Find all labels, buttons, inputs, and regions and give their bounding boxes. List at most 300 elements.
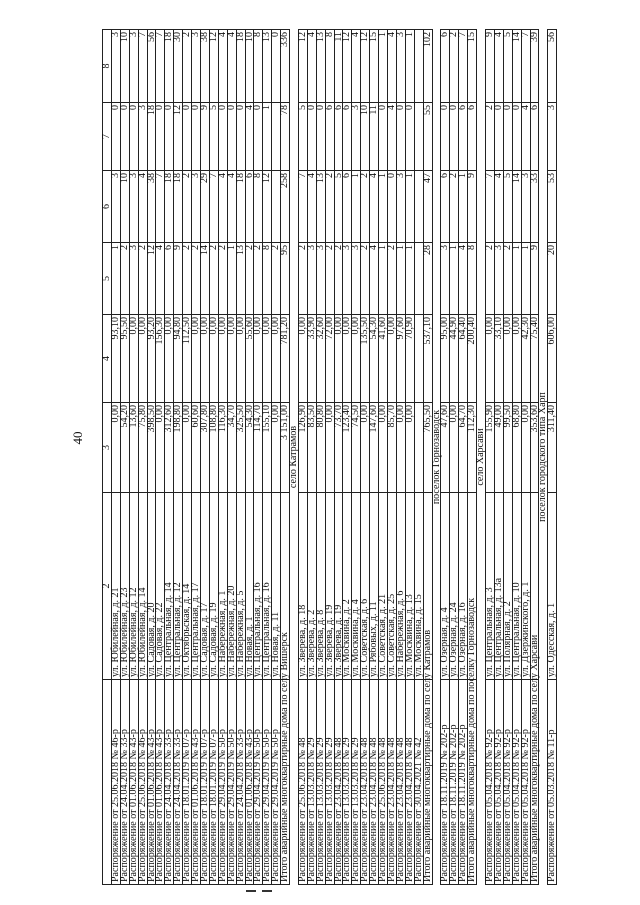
value-cell: 68,80 bbox=[512, 403, 521, 493]
value-cell: 7 bbox=[156, 171, 165, 243]
value-cell: 33,10 bbox=[494, 315, 503, 403]
value-cell: 28 bbox=[423, 243, 432, 315]
value-cell: 2 bbox=[254, 243, 263, 315]
address-cell: ул. Зверева, д. 19 bbox=[334, 493, 343, 680]
value-cell: 18 bbox=[147, 103, 156, 171]
value-cell: 3 bbox=[396, 171, 405, 243]
value-cell: 1 bbox=[111, 243, 120, 315]
value-cell: 6 bbox=[325, 103, 334, 171]
document-cell: Распоряжение от 13.03.2018 № 29 bbox=[325, 680, 334, 885]
table-row bbox=[548, 30, 557, 885]
value-cell: 9 bbox=[174, 243, 183, 315]
value-cell: 3 bbox=[521, 171, 530, 243]
value-cell: 10 bbox=[120, 171, 129, 243]
document-cell: Распоряжение от 05.04.2018 № 92-р bbox=[503, 680, 512, 885]
value-cell: 0,00 bbox=[512, 315, 521, 403]
value-cell: 2 bbox=[325, 243, 334, 315]
value-cell: 12 bbox=[298, 30, 307, 103]
value-cell: 0,00 bbox=[361, 403, 370, 493]
value-cell: 47 bbox=[423, 171, 432, 243]
housing-table bbox=[102, 29, 557, 885]
document-cell: Распоряжение от 23.04.2018 № 48 bbox=[388, 680, 397, 885]
value-cell: 3 bbox=[343, 243, 352, 315]
value-cell: 0 bbox=[165, 103, 174, 171]
value-cell: 5 bbox=[503, 171, 512, 243]
value-cell: 4 bbox=[459, 243, 468, 315]
value-cell: 93,20 bbox=[147, 315, 156, 403]
value-cell: 3 bbox=[129, 171, 138, 243]
value-cell: 18 bbox=[165, 171, 174, 243]
value-cell: 12 bbox=[343, 30, 352, 103]
value-cell: 156,30 bbox=[156, 315, 165, 403]
address-cell: ул. Юбилейная, д. 14 bbox=[138, 493, 147, 680]
value-cell: 2 bbox=[325, 171, 334, 243]
address-cell: ул. Центральная, д. 16 bbox=[254, 493, 263, 680]
document-cell: Распоряжение от 23.04.2018 № 48 bbox=[405, 680, 414, 885]
value-cell: 38 bbox=[147, 171, 156, 243]
document-cell: Распоряжение от 29.04.2019 № 50-р bbox=[254, 680, 263, 885]
value-cell: 13 bbox=[236, 243, 245, 315]
address-cell: ул. Набережная, д. 20 bbox=[227, 493, 236, 680]
document-cell: Распоряжение от 23.04.2018 № 48 bbox=[396, 680, 405, 885]
address-cell: ул. Зверева, д. 2 bbox=[307, 493, 316, 680]
value-cell: 5 bbox=[503, 30, 512, 103]
value-cell: 15 bbox=[468, 30, 477, 103]
value-cell: 64,70 bbox=[459, 403, 468, 493]
document-cell: Распоряжение от 18.11.2019 № 202-р bbox=[459, 680, 468, 885]
value-cell: 64,40 bbox=[459, 315, 468, 403]
value-cell: 398,50 bbox=[147, 403, 156, 493]
value-cell: 80,80 bbox=[316, 403, 325, 493]
value-cell: 4 bbox=[156, 243, 165, 315]
value-cell: 72,00 bbox=[325, 315, 334, 403]
value-cell: 0,00 bbox=[272, 403, 281, 493]
value-cell: 18 bbox=[165, 30, 174, 103]
value-cell: 6 bbox=[165, 243, 174, 315]
value-cell: 4 bbox=[245, 103, 254, 171]
address-cell: ул. Садовая, д. 19 bbox=[209, 493, 218, 680]
document-cell: Итого аварийные многоквартирные дома по поселку Горнозаводск bbox=[468, 680, 477, 885]
value-cell: 0,00 bbox=[111, 403, 120, 493]
value-cell: 60,60 bbox=[192, 403, 201, 493]
document-cell: Распоряжение от 29.04.2019 № 50-р bbox=[272, 680, 281, 885]
value-cell: 2 bbox=[450, 30, 459, 103]
value-cell: 0,00 bbox=[485, 315, 494, 403]
address-cell: ул. Центральная, д. 14 bbox=[165, 493, 174, 680]
value-cell: 42,30 bbox=[521, 315, 530, 403]
value-cell: 3 151,00 bbox=[281, 403, 290, 493]
value-cell: 0,00 bbox=[263, 315, 272, 403]
document-cell: Распоряжение от 18.01.2019 № 07-р bbox=[183, 680, 192, 885]
value-cell: 11 bbox=[370, 103, 379, 171]
value-cell: 4 bbox=[521, 103, 530, 171]
value-cell: 135,50 bbox=[361, 315, 370, 403]
value-cell: 93,10 bbox=[111, 315, 120, 403]
value-cell: 0 bbox=[236, 103, 245, 171]
value-cell: 0 bbox=[254, 103, 263, 171]
value-cell: 1 bbox=[379, 243, 388, 315]
value-cell: 1 bbox=[263, 103, 272, 171]
value-cell: 97,60 bbox=[396, 315, 405, 403]
address-cell: ул. Набережная, д. 6 bbox=[396, 493, 405, 680]
address-cell: ул. Центральная, д. 17 bbox=[192, 493, 201, 680]
value-cell: 8 bbox=[468, 243, 477, 315]
address-cell: ул. Центральная, д. 16 bbox=[263, 493, 272, 680]
value-cell: 41,60 bbox=[379, 315, 388, 403]
value-cell: 1 bbox=[512, 243, 521, 315]
document-cell: Распоряжение от 25.06.2018 № 48 bbox=[379, 680, 388, 885]
address-cell: ул. Советская, д. 6 bbox=[361, 493, 370, 680]
value-cell: 3 bbox=[307, 243, 316, 315]
document-cell: Распоряжение от 13.03.2018 № 29 bbox=[352, 680, 361, 885]
value-cell: 4 bbox=[307, 171, 316, 243]
value-cell: 3 bbox=[494, 243, 503, 315]
value-cell: 1 bbox=[405, 30, 414, 103]
value-cell: 781,20 bbox=[281, 315, 290, 403]
document-cell: Распоряжение от 01.06.2018 № 43-р bbox=[129, 680, 138, 885]
value-cell: 95,50 bbox=[120, 315, 129, 403]
value-cell: 1 bbox=[405, 171, 414, 243]
value-cell: 33 bbox=[530, 171, 539, 243]
value-cell: 3 bbox=[129, 30, 138, 103]
scan-mark bbox=[262, 890, 272, 892]
address-cell: ул. Центральная, д. 12 bbox=[174, 493, 183, 680]
value-cell: 7 bbox=[459, 30, 468, 103]
value-cell: 8 bbox=[263, 243, 272, 315]
value-cell: 4 bbox=[227, 171, 236, 243]
value-cell: 0 bbox=[396, 103, 405, 171]
document-cell: Распоряжение от 29.04.2019 № 50-р bbox=[218, 680, 227, 885]
value-cell: 114,70 bbox=[254, 403, 263, 493]
value-cell: 13,60 bbox=[129, 403, 138, 493]
address-cell: ул. Садовая, д. 20 bbox=[147, 493, 156, 680]
document-cell: Распоряжение от 05.04.2018 № 92-р bbox=[521, 680, 530, 885]
document-cell: Распоряжение от 24.04.2018 № 33-р bbox=[174, 680, 183, 885]
value-cell: 10 bbox=[245, 30, 254, 103]
value-cell: 5 bbox=[334, 171, 343, 243]
section-heading: село Харсави bbox=[477, 30, 486, 885]
value-cell: 155,90 bbox=[485, 403, 494, 493]
value-cell: 3 bbox=[316, 243, 325, 315]
value-cell: 3 bbox=[352, 243, 361, 315]
value-cell: 2 bbox=[183, 30, 192, 103]
value-cell: 0 bbox=[379, 103, 388, 171]
address-cell: ул. Советская, д. 25 bbox=[388, 493, 397, 680]
value-cell: 606,00 bbox=[548, 315, 557, 403]
value-cell: 9 bbox=[485, 30, 494, 103]
address-cell: ул. Зверева, д. 19 bbox=[325, 493, 334, 680]
value-cell: 0 bbox=[450, 103, 459, 171]
value-cell: 2 bbox=[298, 243, 307, 315]
value-cell: 9 bbox=[530, 243, 539, 315]
value-cell: 7 bbox=[138, 30, 147, 103]
value-cell: 54,30 bbox=[245, 403, 254, 493]
value-cell: 3 bbox=[192, 171, 201, 243]
value-cell: 2 bbox=[450, 171, 459, 243]
address-cell: ул. Зверева, д. 8 bbox=[316, 493, 325, 680]
value-cell: 6 bbox=[103, 171, 112, 243]
address-cell: ул. Зверева, д. 18 bbox=[298, 493, 307, 680]
value-cell: 18 bbox=[174, 171, 183, 243]
document-cell: Распоряжение от 05.04.2018 № 92-р bbox=[485, 680, 494, 885]
value-cell: 0 bbox=[307, 103, 316, 171]
value-cell: 0 bbox=[441, 103, 450, 171]
value-cell: 2 bbox=[485, 103, 494, 171]
value-cell: 4 bbox=[307, 30, 316, 103]
document-cell: Распоряжение от 13.03.2018 № 29 bbox=[307, 680, 316, 885]
document-cell: Распоряжение от 30.04.2021 № 42 bbox=[414, 680, 423, 885]
value-cell: 0 bbox=[183, 103, 192, 171]
address-cell: ул. Центральная, д. 3 bbox=[485, 493, 494, 680]
value-cell: 29 bbox=[200, 171, 209, 243]
value-cell: 0 bbox=[218, 103, 227, 171]
value-cell: 54,20 bbox=[120, 403, 129, 493]
value-cell: 0,00 bbox=[352, 315, 361, 403]
document-cell: Распоряжение от 01.06.2018 № 43-р bbox=[192, 680, 201, 885]
value-cell: 3 bbox=[396, 30, 405, 103]
value-cell: 102 bbox=[423, 30, 432, 103]
value-cell: 6 bbox=[459, 103, 468, 171]
value-cell: 7 bbox=[298, 171, 307, 243]
value-cell: 73,70 bbox=[334, 403, 343, 493]
value-cell: 0,00 bbox=[165, 315, 174, 403]
value-cell: 0,00 bbox=[227, 315, 236, 403]
value-cell: 4 bbox=[227, 30, 236, 103]
value-cell: 83,50 bbox=[307, 403, 316, 493]
value-cell: 2 bbox=[218, 243, 227, 315]
value-cell: 1 bbox=[396, 243, 405, 315]
value-cell: 12 bbox=[361, 30, 370, 103]
value-cell: 2 bbox=[183, 243, 192, 315]
value-cell: 0,00 bbox=[183, 403, 192, 493]
value-cell: 2 bbox=[485, 243, 494, 315]
value-cell: 2 bbox=[138, 243, 147, 315]
value-cell: 12 bbox=[263, 171, 272, 243]
value-cell: 70,90 bbox=[405, 315, 414, 403]
value-cell: 537,10 bbox=[423, 315, 432, 403]
address-cell: ул. Центральная, д. 10 bbox=[512, 493, 521, 680]
value-cell: 75,40 bbox=[530, 315, 539, 403]
value-cell: 200,40 bbox=[468, 315, 477, 403]
value-cell: 7 bbox=[521, 30, 530, 103]
address-cell: ул. Москвина, д. 4 bbox=[352, 493, 361, 680]
document-cell: Распоряжение от 23.04.2018 № 48 bbox=[361, 680, 370, 885]
value-cell: 2 bbox=[192, 243, 201, 315]
document-cell: Распоряжение от 01.06.2018 № 43-р bbox=[156, 680, 165, 885]
value-cell: 4 bbox=[494, 30, 503, 103]
value-cell: 6 bbox=[468, 103, 477, 171]
value-cell: 0,00 bbox=[200, 315, 209, 403]
value-cell: 99,50 bbox=[503, 403, 512, 493]
address-cell: ул. Октябрьская, д. 14 bbox=[183, 493, 192, 680]
page-number: 40 bbox=[70, 431, 85, 445]
value-cell: 85,70 bbox=[388, 403, 397, 493]
document-cell: Распоряжение от 29.04.2019 № 50-р bbox=[263, 680, 272, 885]
value-cell: 10 bbox=[120, 30, 129, 103]
value-cell: 155,10 bbox=[263, 403, 272, 493]
value-cell: 34,70 bbox=[227, 403, 236, 493]
value-cell: 55,60 bbox=[245, 315, 254, 403]
value-cell: 0,00 bbox=[156, 403, 165, 493]
value-cell: 3 bbox=[352, 103, 361, 171]
document-cell: Распоряжение от 05.03.2018 № 11-р bbox=[548, 680, 557, 885]
value-cell: 112,30 bbox=[468, 403, 477, 493]
value-cell: 0,00 bbox=[218, 315, 227, 403]
document-cell: Распоряжение от 18.11.2019 № 202-р bbox=[441, 680, 450, 885]
value-cell: 5 bbox=[209, 103, 218, 171]
value-cell: 0,00 bbox=[298, 315, 307, 403]
value-cell: 3 bbox=[192, 30, 201, 103]
value-cell: 49,00 bbox=[494, 403, 503, 493]
value-cell: 38 bbox=[200, 30, 209, 103]
scan-mark bbox=[246, 890, 256, 892]
value-cell: 0,00 bbox=[343, 315, 352, 403]
value-cell: 2 bbox=[183, 171, 192, 243]
value-cell: 3 bbox=[111, 171, 120, 243]
address-cell: ул. Дзержинского, д. 1 bbox=[521, 493, 530, 680]
value-cell: 5 bbox=[298, 103, 307, 171]
value-cell: 0 bbox=[388, 171, 397, 243]
value-cell: 6 bbox=[343, 171, 352, 243]
value-cell: 0,00 bbox=[209, 315, 218, 403]
value-cell: 47,60 bbox=[441, 403, 450, 493]
address-cell: ул. Юбилейная, д. 23 bbox=[120, 493, 129, 680]
document-cell: Итого аварийные многоквартирные дома по селу Катрамов bbox=[423, 680, 432, 885]
value-cell: 4 bbox=[138, 171, 147, 243]
value-cell: 126,90 bbox=[298, 403, 307, 493]
value-cell: 0 bbox=[120, 103, 129, 171]
value-cell: 8 bbox=[254, 171, 263, 243]
value-cell: 0,00 bbox=[379, 403, 388, 493]
value-cell: 14 bbox=[512, 30, 521, 103]
value-cell: 12 bbox=[174, 103, 183, 171]
value-cell: 2 bbox=[388, 243, 397, 315]
document-cell: Распоряжение от 18.01.2019 № 07-р bbox=[200, 680, 209, 885]
value-cell: 4 bbox=[370, 171, 379, 243]
value-cell: 14 bbox=[512, 171, 521, 243]
value-cell: 325,50 bbox=[236, 403, 245, 493]
value-cell: 4 bbox=[388, 30, 397, 103]
value-cell: 0,00 bbox=[405, 403, 414, 493]
value-cell: 55 bbox=[423, 103, 432, 171]
value-cell: 14 bbox=[200, 243, 209, 315]
address-cell: ул. Центральная, д. 13а bbox=[494, 493, 503, 680]
value-cell: 3 bbox=[138, 103, 147, 171]
value-cell: 312,60 bbox=[165, 403, 174, 493]
value-cell: 18 bbox=[236, 171, 245, 243]
document-cell: Итого аварийные многоквартирные дома по селу Харсави bbox=[530, 680, 539, 885]
value-cell: 13 bbox=[316, 171, 325, 243]
address-cell: ул. Новая, д. 1 bbox=[245, 493, 254, 680]
document-cell: Распоряжение от 25.06.2018 № 46-р bbox=[138, 680, 147, 885]
value-cell: 3 bbox=[111, 30, 120, 103]
address-cell: ул. Советская, д. 21 bbox=[379, 493, 388, 680]
value-cell: 75,80 bbox=[138, 403, 147, 493]
value-cell: 12 bbox=[209, 30, 218, 103]
section-heading: село Катрамов bbox=[290, 30, 299, 885]
value-cell: 78 bbox=[281, 103, 290, 171]
document-cell: Распоряжение от 29.04.2019 № 50-р bbox=[227, 680, 236, 885]
value-cell: 4 bbox=[352, 30, 361, 103]
rotated-table-container bbox=[102, 30, 622, 885]
value-cell: 4 bbox=[370, 243, 379, 315]
value-cell: 2 bbox=[120, 243, 129, 315]
value-cell: 116,30 bbox=[218, 403, 227, 493]
value-cell: 1 bbox=[379, 171, 388, 243]
address-cell: ул. Садовая, д. 17 bbox=[200, 493, 209, 680]
value-cell: 147,60 bbox=[370, 403, 379, 493]
document-cell: Распоряжение от 24.04.2018 № 33-р bbox=[236, 680, 245, 885]
value-cell: 0 bbox=[227, 103, 236, 171]
address-cell: ул. Юбилейная, д. 21 bbox=[111, 493, 120, 680]
value-cell: 4 bbox=[218, 171, 227, 243]
value-cell: 1 bbox=[405, 243, 414, 315]
value-cell: 13 bbox=[263, 30, 272, 103]
value-cell: 18 bbox=[236, 30, 245, 103]
value-cell: 3 bbox=[548, 103, 557, 171]
value-cell: 3 bbox=[441, 243, 450, 315]
value-cell: 2 bbox=[503, 243, 512, 315]
value-cell: 0 bbox=[192, 103, 201, 171]
document-cell: Распоряжение от 23.04.2018 № 48 bbox=[370, 680, 379, 885]
value-cell: 108,80 bbox=[209, 403, 218, 493]
value-cell: 56 bbox=[147, 30, 156, 103]
value-cell: 0,00 bbox=[388, 315, 397, 403]
value-cell: 39 bbox=[530, 30, 539, 103]
value-cell: 7 bbox=[485, 171, 494, 243]
value-cell: 6 bbox=[245, 171, 254, 243]
address-cell: ул. Одесская, д. 1 bbox=[548, 493, 557, 680]
value-cell: 2 bbox=[361, 243, 370, 315]
document-cell: Распоряжение от 13.03.2018 № 29 bbox=[316, 680, 325, 885]
address-cell: ул. Полярная, д. 2 bbox=[503, 493, 512, 680]
value-cell: 0,00 bbox=[521, 403, 530, 493]
value-cell: 6 bbox=[530, 103, 539, 171]
value-cell: 8 bbox=[254, 30, 263, 103]
value-cell: 2 bbox=[245, 243, 254, 315]
document-cell: Распоряжение от 13.03.2018 № 29 bbox=[343, 680, 352, 885]
value-cell: 53 bbox=[548, 171, 557, 243]
value-cell: 95 bbox=[281, 243, 290, 315]
value-cell: 8 bbox=[103, 30, 112, 103]
value-cell: 6 bbox=[441, 171, 450, 243]
value-cell: 4 bbox=[103, 315, 112, 403]
address-cell: ул. Озёрная, д. 16 bbox=[459, 493, 468, 680]
value-cell: 15 bbox=[370, 30, 379, 103]
value-cell: 7 bbox=[156, 30, 165, 103]
value-cell: 6 bbox=[334, 103, 343, 171]
value-cell: 6 bbox=[441, 30, 450, 103]
value-cell: 4 bbox=[388, 103, 397, 171]
value-cell: 74,50 bbox=[352, 403, 361, 493]
table-body bbox=[103, 30, 557, 885]
value-cell: 2 bbox=[361, 171, 370, 243]
value-cell: 1 bbox=[227, 243, 236, 315]
value-cell: 0 bbox=[272, 30, 281, 103]
value-cell: 20 bbox=[548, 243, 557, 315]
document-cell: Распоряжение от 01.06.2018 № 43-р bbox=[245, 680, 254, 885]
value-cell: 0,00 bbox=[325, 403, 334, 493]
value-cell: 2 bbox=[209, 243, 218, 315]
value-cell: 0 bbox=[494, 103, 503, 171]
address-cell: ул. Озерная, д. 4 bbox=[441, 493, 450, 680]
document-cell: Распоряжение от 25.06.2018 № 46-р bbox=[111, 680, 120, 885]
value-cell: 1 bbox=[352, 171, 361, 243]
value-cell: 336 bbox=[281, 30, 290, 103]
value-cell: 44,90 bbox=[450, 315, 459, 403]
address-cell: ул. Москвина, д. 15 bbox=[414, 493, 423, 680]
address-cell: ул. Москвина, д. 13 bbox=[405, 493, 414, 680]
